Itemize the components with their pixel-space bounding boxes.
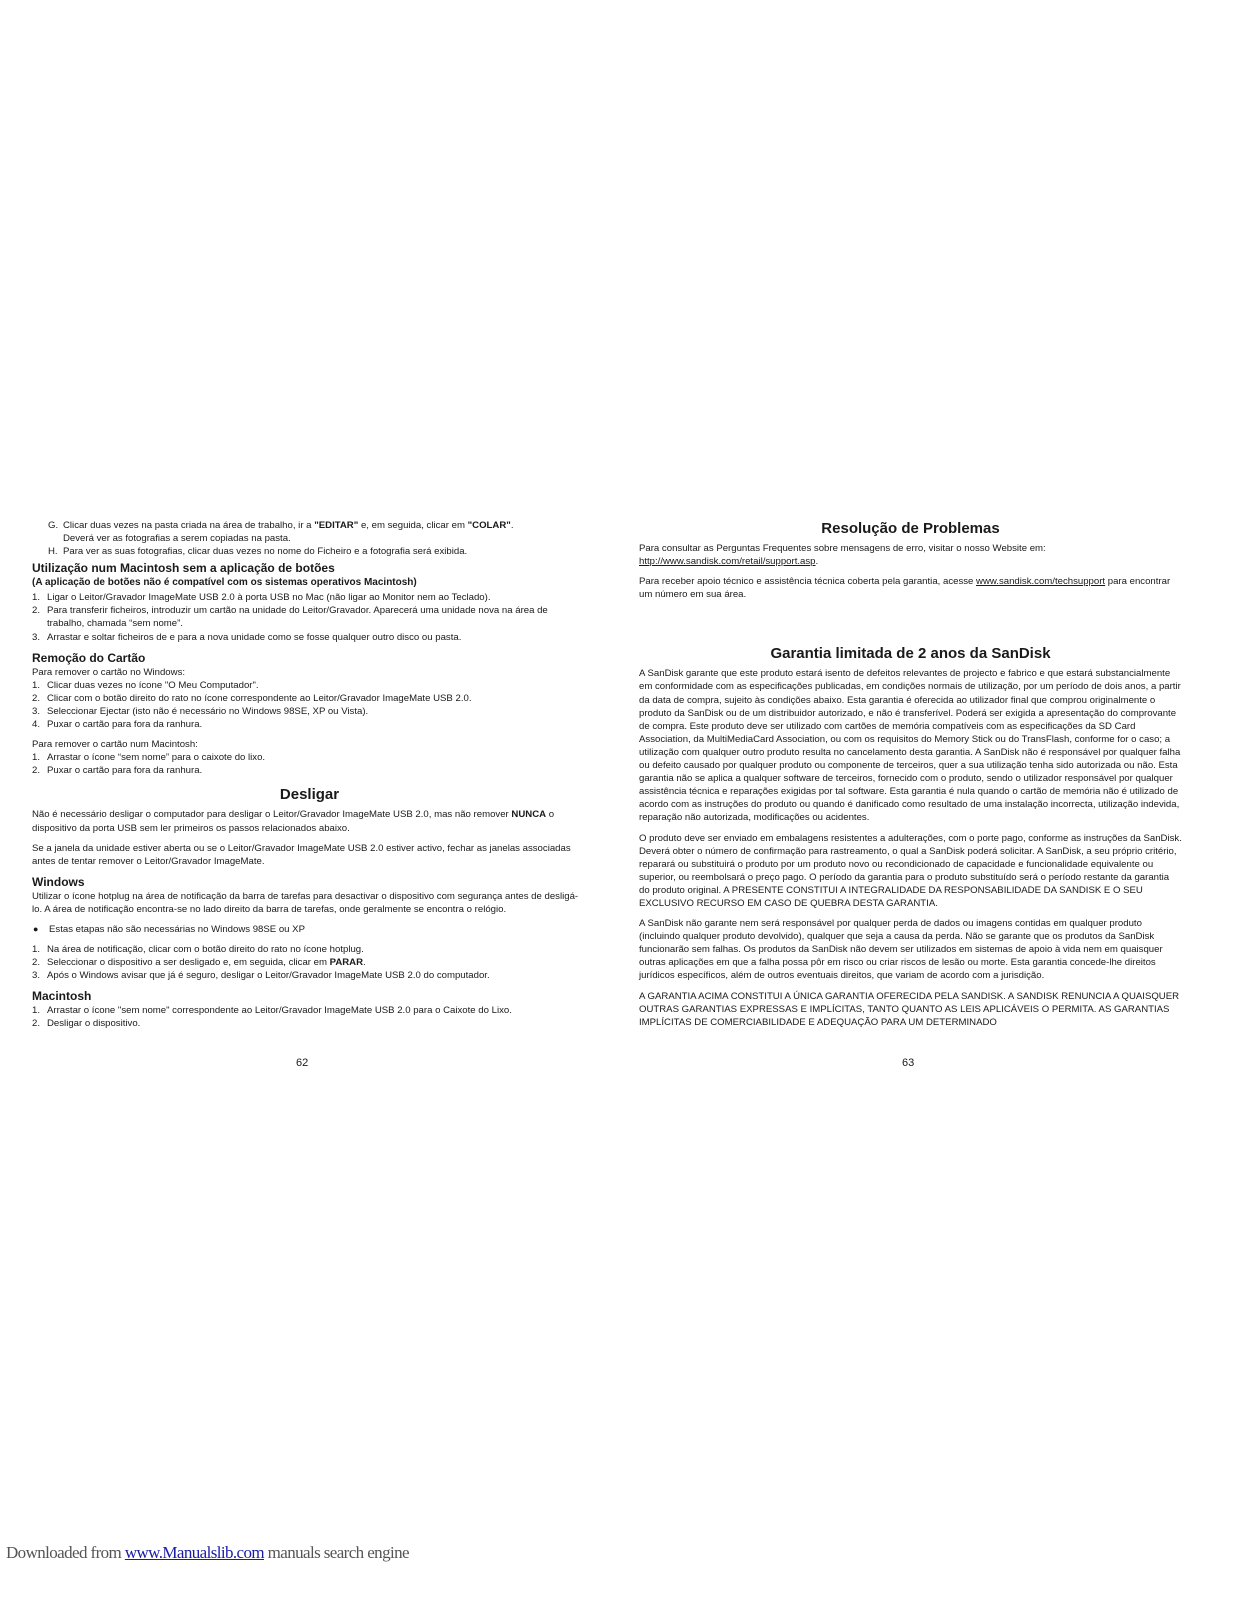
list-item (32, 923, 587, 936)
list-item (32, 679, 587, 692)
troubleshooting-paragraph-1: Para consultar as Perguntas Frequentes sobre mensagens de erro, visitar o nosso Website em: http://www.sandisk.com/retail/support.asp. (639, 543, 1046, 568)
list-marker: 2. (32, 692, 41, 704)
list-marker: 2. (32, 1018, 41, 1030)
list-item (32, 591, 587, 604)
removal-windows-intro: Para remover o cartão no Windows: (32, 666, 186, 678)
list-marker: 1. (32, 1005, 41, 1017)
manualslib-link[interactable]: www.Manualslib.com (124, 1543, 265, 1562)
section-gap (639, 608, 1182, 636)
list-item-text: Arrastar o ícone "sem nome" correspondente ao Leitor/Gravador ImageMate USB 2.0 para o Caixote do Lixo. (47, 1005, 512, 1017)
mac-usage-subheading: (A aplicação de botões não é compatível com os sistemas operativos Macintosh) (32, 577, 417, 589)
list-item (32, 604, 587, 630)
windows-heading: Windows (32, 874, 85, 889)
mac-usage-heading: Utilização num Macintosh sem a aplicação de botões (32, 561, 335, 576)
list-item-text: Clicar com o botão direito do rato no ícone correspondente ao Leitor/Gravador ImageMate USB 2.0. (47, 692, 472, 704)
list-item-text: Puxar o cartão para fora da ranhura. (47, 765, 203, 777)
windows-paragraph: Utilizar o ícone hotplug na área de notificação da barra de tarefas para desactivar o dispositivo com segurança antes de desligá-lo. A área de notificação encontra-se no lado direito da barra de tarefas, onde geralmente se encontra o relógio. (32, 890, 579, 915)
list-item-text: Para transferir ficheiros, introduzir um cartão na unidade do Leitor/Gravador. Aparecerá uma unidade nova na área de trabalho, chamada “sem nome”. (47, 605, 548, 630)
list-item-text: Clicar duas vezes no ícone "O Meu Computador". (47, 679, 259, 691)
list-item (32, 631, 587, 644)
gh-step-list (48, 519, 587, 558)
macintosh-steps (32, 1004, 587, 1030)
shutdown-heading: Desligar (279, 786, 340, 804)
list-item-text: Desligar o dispositivo. (47, 1018, 141, 1030)
support-link[interactable]: http://www.sandisk.com/retail/support.asp (639, 556, 816, 568)
shutdown-paragraph-2: Se a janela da unidade estiver aberta ou se o Leitor/Gravador ImageMate USB 2.0 estiver activo, fechar as janelas associadas antes de tentar remover o Leitor/Gravador ImageMate. (32, 842, 571, 867)
list-item-text: Após o Windows avisar que já é seguro, desligar o Leitor/Gravador ImageMate USB 2.0 do computador. (47, 970, 490, 982)
list-marker: G. (48, 520, 59, 531)
troubleshooting-paragraph-2: Para receber apoio técnico e assistência técnica coberta pela garantia, acesse www.sandisk.com/techsupport para encontrar um número em sua área. (639, 576, 1171, 601)
list-marker: 1. (32, 592, 41, 604)
card-removal-heading: Remoção do Cartão (32, 650, 146, 665)
list-item-text: Para ver as suas fotografias, clicar duas vezes no nome do Ficheiro e a fotografia será exibida. (63, 546, 468, 558)
windows-steps (32, 943, 587, 982)
list-item (32, 969, 587, 982)
list-item-text: Seleccionar o dispositivo a ser desligado e, em seguida, clicar em PARAR. (47, 957, 366, 969)
list-marker: 4. (32, 719, 41, 731)
warranty-paragraph-4: A GARANTIA ACIMA CONSTITUI A ÚNICA GARANTIA OFERECIDA PELA SANDISK. A SANDISK RENUNCIA A QUAISQUER OUTRAS GARANTIAS EXPRESSAS E IMPLÍCITAS, TANTO QUANTO AS LEIS APLICÁVEIS O PERMITA. AS GARANTIAS IMPLÍCITAS DE COMERCIABILIDADE E ADEQUAÇÃO PARA UM DETERMINADO (639, 990, 1180, 1028)
warranty-paragraph-1: A SanDisk garante que este produto estará isento de defeitos relevantes de projecto e fabrico e que estará substancialmente em conformidade com as especificações publicadas, em condições normais de utilização, por um período de dois anos, a partir da data de compra, sujeito às condições abaixo. Esta garantia é oferecida ao utilizador final que comprou originalmente o produto da SanDisk ou de um distribuidor autorizado, e não é transferível. Poderá ser exigida a apresentação do comprovante de compra. Este produto deve ser utilizado com cartões de memória compatíveis com as especificações da SD Card Association, da MultiMediaCard Association, ou com os requisitos do Memory Stick ou do TransFlash, conforme for o caso; a utilização com qualquer outro produto resulta no cancelamento desta garantia. A SanDisk não é responsável por qualquer falha ou defeito causado por qualquer produto ou componente de terceiros, quer a sua utilização tenha sido autorizada ou não. Esta garantia não se aplica a qualquer software de terceiros, fornecido com o produto, sendo o utilizador responsável por qualquer assistência técnica e reparações exigidas por tal software. Esta garantia é nula quando o cartão de memória não é utilizado de acordo com as instruções do produto ou quando é danificado como resultado de uma instalação incorrecta, utilização indevida, reparação não autorizada, modificações ou acidentes. (639, 668, 1181, 824)
list-item (32, 1004, 587, 1017)
list-marker: 2. (32, 765, 41, 777)
removal-mac-steps (32, 751, 587, 777)
list-marker: 2. (32, 605, 41, 617)
list-item-text: Estas etapas não são necessárias no Windows 98SE ou XP (49, 923, 305, 935)
list-item (32, 692, 587, 705)
list-item-text: Puxar o cartão para fora da ranhura. (47, 719, 203, 731)
list-item-text: Seleccionar Ejectar (isto não é necessário no Windows 98SE, XP ou Vista). (47, 705, 369, 717)
list-marker: 2. (32, 957, 41, 969)
list-item (48, 545, 587, 558)
list-item (32, 705, 587, 718)
list-marker: 3. (32, 705, 41, 717)
list-marker: H. (48, 546, 58, 558)
page-number-right: 63 (902, 1057, 915, 1069)
list-item-text: Arrastar o ícone “sem nome” para o caixote do lixo. (47, 752, 266, 764)
list-marker: 1. (32, 944, 41, 956)
list-item (48, 519, 587, 545)
list-marker: 3. (32, 631, 41, 643)
windows-note-list (32, 923, 587, 936)
warranty-heading: Garantia limitada de 2 anos da SanDisk (770, 645, 1051, 663)
techsupport-link[interactable]: www.sandisk.com/techsupport (976, 576, 1106, 588)
left-page (32, 519, 587, 1038)
macintosh-heading: Macintosh (32, 989, 92, 1004)
warranty-paragraph-3: A SanDisk não garante nem será responsável por qualquer perda de dados ou imagens contidas em qualquer produto (incluindo qualquer produto devolvido), qualquer que seja a causa da perda. Não se garante que os produtos da SanDisk funcionarão sem falhas. Os produtos da SanDisk não devem ser utilizados em sistemas de apoio à vida nem em quaisquer outras aplicações em que a falha possa pôr em risco ou criar riscos de lesão ou morte. Esta garantia concede-lhe direitos jurídicos específicos, além de outros eventuais direitos, que variam de acordo com a jurisdição. (639, 918, 1163, 982)
footer-prefix: Downloaded from (6, 1543, 125, 1562)
removal-mac-intro: Para remover o cartão num Macintosh: (32, 739, 198, 751)
list-item-text: Na área de notificação, clicar com o botão direito do rato no ícone hotplug. (47, 944, 364, 956)
list-item (32, 718, 587, 731)
list-item-text: Arrastar e soltar ficheiros de e para a nova unidade como se fosse qualquer outro disco ou pasta. (47, 631, 462, 643)
list-item (32, 956, 587, 969)
troubleshooting-heading: Resolução de Problemas (821, 520, 1000, 537)
bullet-icon: ● (33, 923, 39, 934)
warranty-paragraph-2: O produto deve ser enviado em embalagens resistentes a adulterações, com o porte pago, conforme as instruções da SanDisk. Deverá obter o número de confirmação para rastreamento, o qual a SanDisk poderá solicitar. A SanDisk, a seu próprio critério, reparará ou substituirá o produto por um produto novo ou recondicionado de capacidade e funcionalidade equivalente ou superior, ou reembolsará o preço pago. O período da garantia para o produto substituído será o período restante da garantia do produto original. A PRESENTE CONSTITUI A INTEGRALIDADE DA RESPONSABILIDADE DA SANDISK E O SEU EXCLUSIVO RECURSO EM CASO DE QUEBRA DESTA GARANTIA. (639, 832, 1182, 909)
list-marker: 1. (32, 752, 41, 764)
page-number-left: 62 (296, 1057, 309, 1069)
right-page (639, 519, 1182, 1036)
list-item (32, 1017, 587, 1030)
list-item-text: Ligar o Leitor/Gravador ImageMate USB 2.0 à porta USB no Mac (não ligar ao Monitor nem ao Teclado). (47, 592, 491, 604)
shutdown-paragraph-1: Não é necessário desligar o computador para desligar o Leitor/Gravador ImageMate USB 2.0, mas não remover NUNCA o dispositivo da porta USB sem ler primeiros os passos relacionados abaixo. (32, 809, 555, 834)
list-marker: 3. (32, 970, 41, 982)
download-footer (6, 1543, 409, 1563)
list-item (32, 764, 587, 777)
list-item (32, 751, 587, 764)
list-marker: 1. (32, 679, 41, 691)
list-item-text: Clicar duas vezes na pasta criada na área de trabalho, ir a "EDITAR" e, em seguida, clicar em "COLAR". Deverá ver as fotografias a serem copiadas na pasta. (63, 520, 514, 545)
removal-windows-steps (32, 679, 587, 731)
footer-suffix: manuals search engine (264, 1543, 409, 1562)
list-item (32, 943, 587, 956)
mac-steps-list (32, 591, 587, 643)
